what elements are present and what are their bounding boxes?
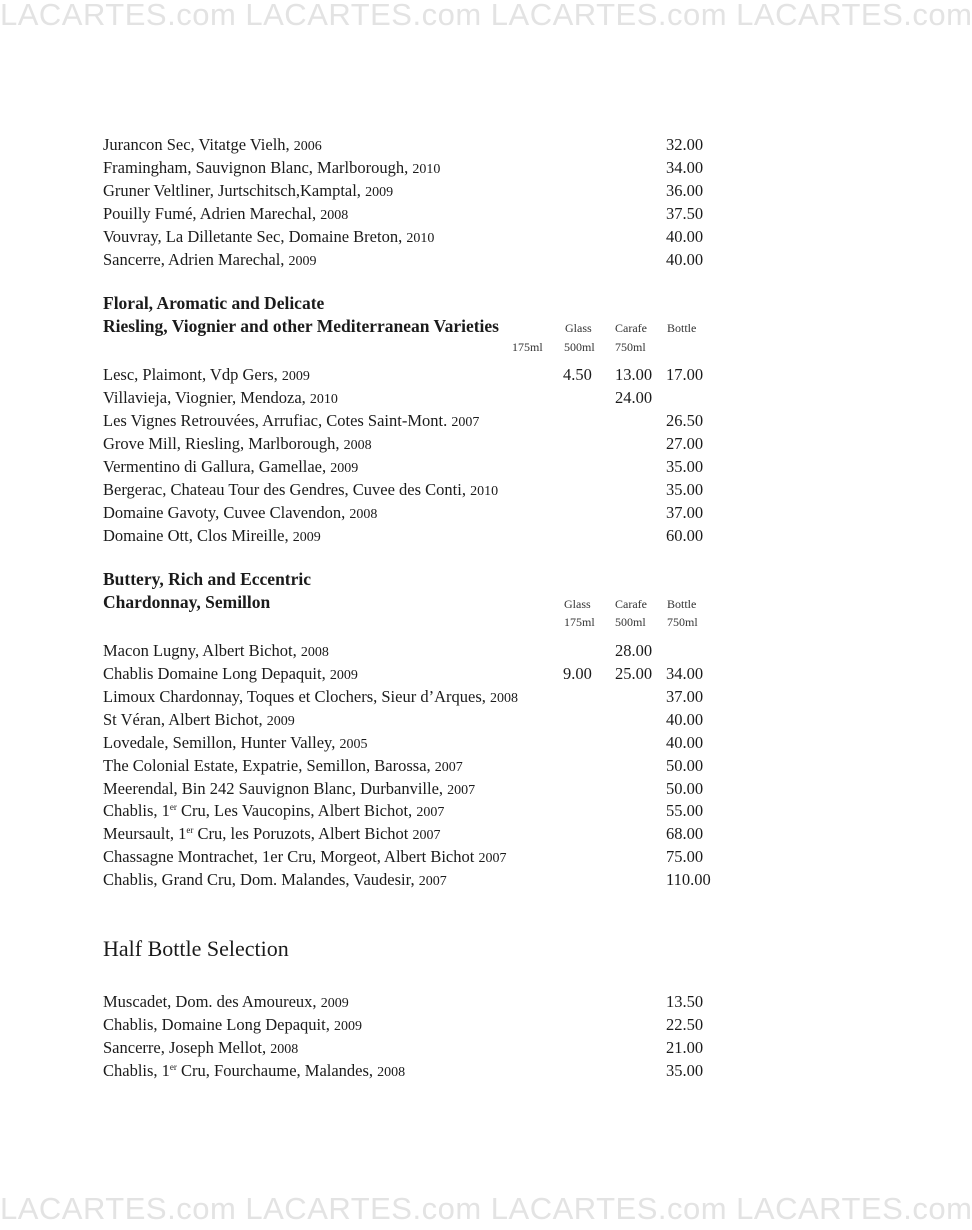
wine-name: Grove Mill, Riesling, Marlborough, 2008: [103, 434, 372, 453]
wine-name: Macon Lugny, Albert Bichot, 2008: [103, 641, 329, 660]
wine-name: Domaine Gavoty, Cuvee Clavendon, 2008: [103, 503, 378, 522]
carafe-price: 24.00: [615, 388, 653, 407]
bottle-price: 35.00: [666, 1061, 704, 1080]
wine-row: [103, 386, 723, 409]
wine-row: [103, 409, 723, 432]
section-heading: Floral, Aromatic and Delicate: [103, 293, 325, 313]
col-header-carafe: Carafe: [615, 597, 647, 611]
wine-row: [103, 799, 723, 822]
col-size-carafe: 500ml: [615, 615, 646, 629]
wine-name: Gruner Veltliner, Jurtschitsch,Kamptal, 2009: [103, 181, 394, 200]
wine-name: Lovedale, Semillon, Hunter Valley, 2005: [103, 733, 368, 752]
wine-row: [103, 179, 723, 202]
wine-name: Framingham, Sauvignon Blanc, Marlborough, 2010: [103, 158, 441, 177]
wine-name: Domaine Ott, Clos Mireille, 2009: [103, 526, 321, 545]
wine-name: Lesc, Plaimont, Vdp Gers, 2009: [103, 365, 310, 384]
bottle-price: 32.00: [666, 135, 704, 154]
bottle-price: 26.50: [666, 411, 704, 430]
wine-name: The Colonial Estate, Expatrie, Semillon, Barossa, 2007: [103, 756, 463, 775]
bottle-price: 34.00: [666, 158, 704, 177]
wine-row: [103, 432, 723, 455]
wine-name: Jurancon Sec, Vitatge Vielh, 2006: [103, 135, 322, 154]
col-size-carafe: 500ml: [564, 340, 595, 354]
wine-row: [103, 133, 723, 156]
wine-name: Bergerac, Chateau Tour des Gendres, Cuvee des Conti, 2010: [103, 480, 499, 499]
bottle-price: 55.00: [666, 801, 704, 820]
wine-name: Chablis Domaine Long Depaquit, 2009: [103, 664, 358, 683]
carafe-price: 13.00: [615, 365, 653, 384]
wine-row: [103, 990, 723, 1013]
wine-name: Sancerre, Adrien Marechal, 2009: [103, 250, 317, 269]
wine-name: Limoux Chardonnay, Toques et Clochers, Sieur d’Arques, 2008: [103, 687, 518, 706]
wine-row: [103, 845, 723, 868]
bottle-price: 34.00: [666, 664, 704, 683]
watermark-bottom: LACARTES.com LACARTES.com LACARTES.com LACARTES.com: [0, 1191, 972, 1226]
wine-row: [103, 156, 723, 179]
section-heading: Buttery, Rich and Eccentric: [103, 569, 312, 589]
watermark-top: LACARTES.com LACARTES.com LACARTES.com LACARTES.com: [0, 0, 972, 32]
wine-row: [103, 777, 723, 800]
bottle-price: 40.00: [666, 710, 704, 729]
glass-price: 9.00: [563, 664, 592, 683]
col-size-bottle: 750ml: [615, 340, 646, 354]
wine-row: [103, 501, 723, 524]
wine-name: Vouvray, La Dilletante Sec, Domaine Breton, 2010: [103, 227, 435, 246]
wine-row: [103, 225, 723, 248]
wine-row: [103, 708, 723, 731]
col-header-carafe: Carafe: [615, 321, 647, 335]
bottle-price: 40.00: [666, 227, 704, 246]
wine-row: [103, 822, 723, 845]
wine-row: [103, 524, 723, 547]
wine-row: [103, 363, 723, 386]
bottle-price: 110.00: [666, 870, 711, 889]
bottle-price: 36.00: [666, 181, 704, 200]
wine-name: Villavieja, Viognier, Mendoza, 2010: [103, 388, 338, 407]
wine-row: [103, 1013, 723, 1036]
section-subheading: Riesling, Viognier and other Mediterranean Varieties: [103, 316, 499, 336]
col-size-bottle: 750ml: [667, 615, 698, 629]
col-header-glass: Glass: [564, 597, 591, 611]
wine-name: Sancerre, Joseph Mellot, 2008: [103, 1038, 299, 1057]
wine-row: [103, 1059, 723, 1082]
bottle-price: 40.00: [666, 733, 704, 752]
wine-row: [103, 455, 723, 478]
col-size-glass: 175ml: [564, 615, 595, 629]
wine-name: Meerendal, Bin 242 Sauvignon Blanc, Durbanville, 2007: [103, 779, 476, 798]
bottle-price: 35.00: [666, 457, 704, 476]
carafe-price: 25.00: [615, 664, 653, 683]
bottle-price: 68.00: [666, 824, 704, 843]
bottle-price: 37.50: [666, 204, 704, 223]
wine-row: [103, 868, 723, 891]
section-title: Half Bottle Selection: [103, 936, 289, 961]
wine-row: [103, 202, 723, 225]
wine-name: Chablis, Grand Cru, Dom. Malandes, Vaudesir, 2007: [103, 870, 447, 889]
bottle-price: 75.00: [666, 847, 704, 866]
bottle-price: 27.00: [666, 434, 704, 453]
wine-name: Vermentino di Gallura, Gamellae, 2009: [103, 457, 359, 476]
section-subheading: Chardonnay, Semillon: [103, 592, 271, 612]
wine-name: Pouilly Fumé, Adrien Marechal, 2008: [103, 204, 349, 223]
wine-name: Meursault, 1er Cru, les Poruzots, Albert Bichot 2007: [103, 824, 441, 843]
wine-name: Chablis, 1er Cru, Fourchaume, Malandes, 2008: [103, 1061, 406, 1080]
wine-name: Chablis, 1er Cru, Les Vaucopins, Albert Bichot, 2007: [103, 801, 445, 820]
wine-row: [103, 639, 723, 662]
wine-name: Muscadet, Dom. des Amoureux, 2009: [103, 992, 349, 1011]
wine-row: [103, 1036, 723, 1059]
col-header-bottle: Bottle: [667, 321, 697, 335]
wine-row: [103, 478, 723, 501]
col-header-bottle: Bottle: [667, 597, 697, 611]
wine-row: [103, 731, 723, 754]
wine-row: [103, 754, 723, 777]
bottle-price: 40.00: [666, 250, 704, 269]
bottle-price: 50.00: [666, 779, 704, 798]
carafe-price: 28.00: [615, 641, 653, 660]
wine-name: Les Vignes Retrouvées, Arrufiac, Cotes Saint-Mont. 2007: [103, 411, 480, 430]
wine-row: [103, 662, 723, 685]
wine-name: St Véran, Albert Bichot, 2009: [103, 710, 295, 729]
bottle-price: 21.00: [666, 1038, 704, 1057]
wine-name: Chassagne Montrachet, 1er Cru, Morgeot, Albert Bichot 2007: [103, 847, 507, 866]
bottle-price: 37.00: [666, 687, 704, 706]
wine-name: Chablis, Domaine Long Depaquit, 2009: [103, 1015, 362, 1034]
wine-row: [103, 685, 723, 708]
bottle-price: 60.00: [666, 526, 704, 545]
bottle-price: 37.00: [666, 503, 704, 522]
wine-row: [103, 248, 723, 271]
bottle-price: 22.50: [666, 1015, 704, 1034]
bottle-price: 35.00: [666, 480, 704, 499]
col-header-glass: Glass: [565, 321, 592, 335]
glass-price: 4.50: [563, 365, 592, 384]
bottle-price: 50.00: [666, 756, 704, 775]
bottle-price: 13.50: [666, 992, 704, 1011]
bottle-price: 17.00: [666, 365, 704, 384]
col-size-glass: 175ml: [512, 340, 543, 354]
